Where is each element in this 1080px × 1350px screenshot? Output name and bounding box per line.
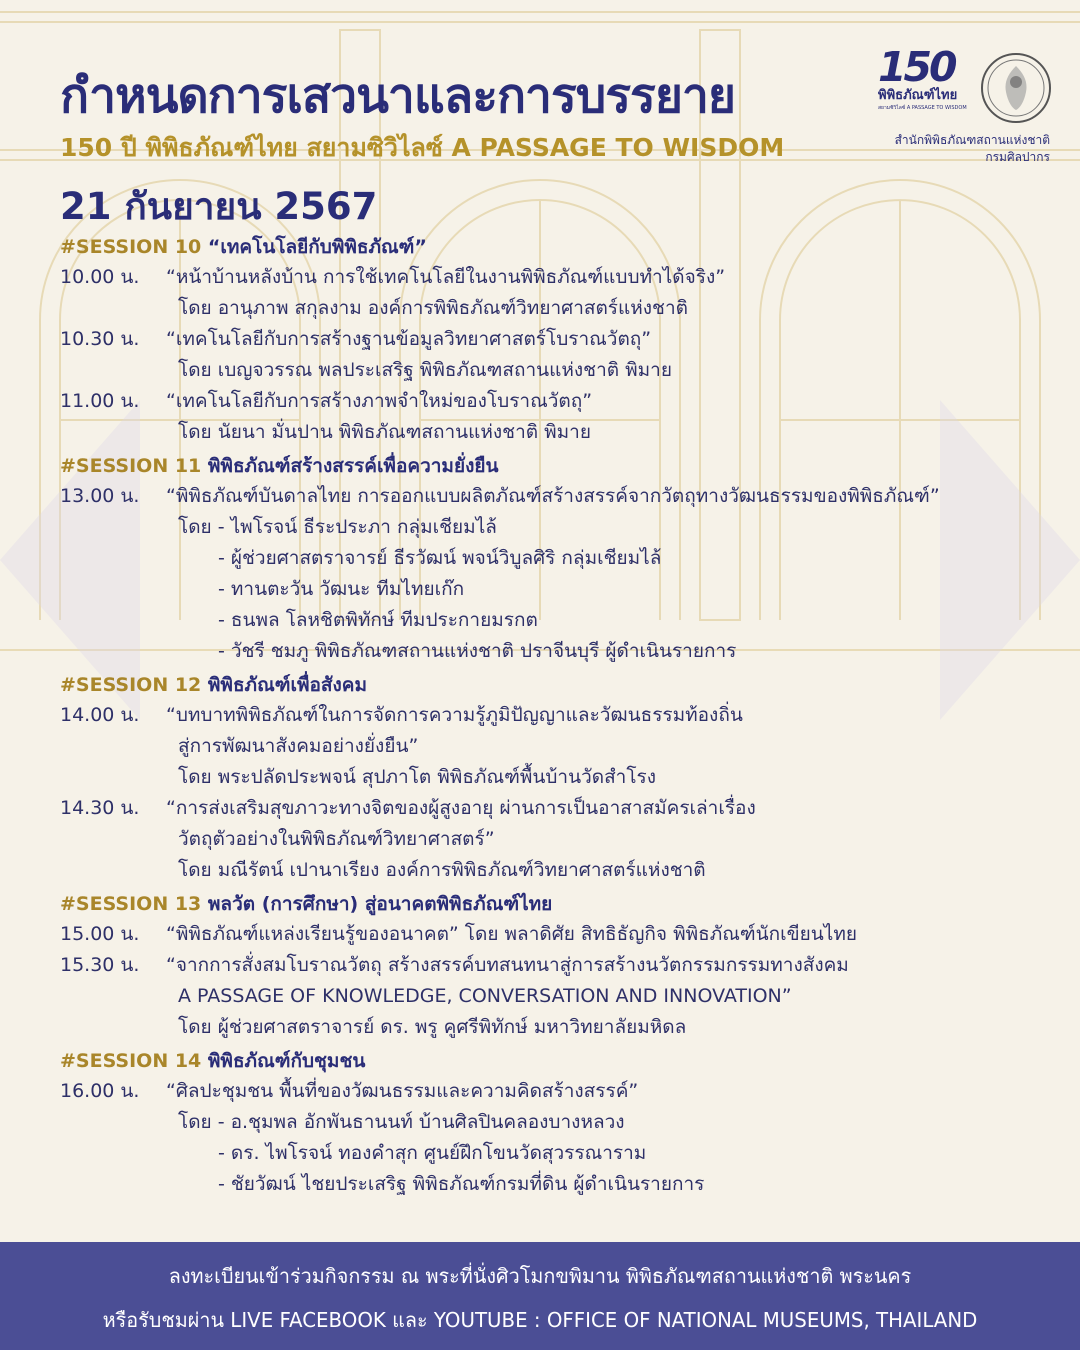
fine-arts-seal-icon [980, 52, 1052, 124]
org-line-1: สำนักพิพิธภัณฑสถานแห่งชาติ [894, 133, 1050, 147]
logo-150-years [878, 43, 976, 112]
talk-title: “พิพิธภัณฑ์บันดาลไทย การออกแบบผลิตภัณฑ์สร้างสรรค์จากวัตถุทางวัฒนธรรมของพิพิธภัณฑ์” [166, 485, 940, 507]
organization-name [880, 132, 1050, 166]
time-slot: 11.00 น. [60, 390, 140, 412]
schedule-row [60, 481, 1060, 512]
speaker-line: โดย มณีรัตน์ เปานาเรียง องค์การพิพิธภัณฑ์วิทยาศาสตร์แห่งชาติ [178, 859, 706, 881]
footer-live-text: หรือรับชมผ่าน LIVE FACEBOOK และ YOUTUBE : OFFICE OF NATIONAL MUSEUMS, THAILAND [102, 1308, 978, 1332]
schedule-row [60, 574, 1060, 605]
time-slot: 10.00 น. [60, 266, 140, 288]
schedule-row [60, 793, 1060, 824]
speaker-line: โดย นัยนา มั่นปาน พิพิธภัณฑสถานแห่งชาติ พิมาย [178, 421, 591, 443]
schedule-row [60, 1076, 1060, 1107]
schedule-row [60, 324, 1060, 355]
session-name: “เทคโนโลยีกับพิพิธภัณฑ์” [207, 236, 427, 258]
speaker-line: โดย - อ.ชุมพล อักพันธานนท์ บ้านศิลปินคลองบางหลวง [178, 1111, 625, 1133]
time-slot [60, 293, 166, 324]
time-slot [60, 762, 166, 793]
speaker-line: สู่การพัฒนาสังคมอย่างยั่งยืน” [178, 735, 419, 757]
footer-banner [0, 1242, 1080, 1350]
schedule-row [60, 605, 1060, 636]
speaker-line: โดย พระปลัดประพจน์ สุปภาโต พิพิธภัณฑ์พื้นบ้านวัดสำโรง [178, 766, 657, 788]
schedule-row [60, 824, 1060, 855]
session-name: พิพิธภัณฑ์เพื่อสังคม [207, 674, 368, 696]
schedule-row [60, 981, 1060, 1012]
time-slot [60, 981, 166, 1012]
speaker-line: - วัชรี ชมภู พิพิธภัณฑสถานแห่งชาติ ปราจีนบุรี ผู้ดำเนินรายการ [218, 640, 737, 662]
session-heading [60, 232, 1060, 262]
time-slot [60, 574, 166, 605]
time-slot: 10.30 น. [60, 328, 140, 350]
time-slot [60, 1012, 166, 1043]
schedule-row [60, 919, 1060, 950]
talk-title: “เทคโนโลยีกับการสร้างฐานข้อมูลวิทยาศาสตร์โบราณวัตถุ” [166, 328, 652, 350]
session-heading [60, 889, 1060, 919]
speaker-line: - ดร. ไพโรจน์ ทองคำสุก ศูนย์ฝึกโขนวัดสุวรรณาราม [218, 1142, 647, 1164]
session-heading [60, 451, 1060, 481]
time-slot [60, 355, 166, 386]
schedule-row [60, 1138, 1060, 1169]
session-tag: #SESSION 13 [60, 893, 202, 915]
schedule-row [60, 950, 1060, 981]
time-slot: 13.00 น. [60, 485, 140, 507]
schedule-row [60, 386, 1060, 417]
time-slot [60, 1138, 166, 1169]
logo-tagline: สยามซิวิไลซ์ A PASSAGE TO WISDOM [878, 105, 967, 111]
speaker-line: โดย เบญจวรรณ พลประเสริฐ พิพิธภัณฑสถานแห่งชาติ พิมาย [178, 359, 672, 381]
footer-registration-text: ลงทะเบียนเข้าร่วมกิจกรรม ณ พระที่นั่งศิวโมกขพิมาน พิพิธภัณฑสถานแห่งชาติ พระนคร [168, 1264, 912, 1288]
event-date: 21 กันยายน 2567 [60, 185, 378, 228]
time-slot [60, 543, 166, 574]
schedule-row [60, 543, 1060, 574]
talk-title: “เทคโนโลยีกับการสร้างภาพจำใหม่ของโบราณวัตถุ” [166, 390, 593, 412]
page-title: กำหนดการเสวนาและการบรรยาย [60, 68, 736, 124]
session-tag: #SESSION 11 [60, 455, 202, 477]
time-slot: 16.00 น. [60, 1080, 140, 1102]
talk-title: “หน้าบ้านหลังบ้าน การใช้เทคโนโลยีในงานพิพิธภัณฑ์แบบทำได้จริง” [166, 266, 726, 288]
schedule-row [60, 700, 1060, 731]
speaker-line: - ธนพล โลหชิตพิทักษ์ ทีมประกายมรกต [218, 609, 538, 631]
talk-title: “การส่งเสริมสุขภาวะทางจิตของผู้สูงอายุ ผ่านการเป็นอาสาสมัครเล่าเรื่อง [166, 797, 756, 819]
org-line-2: กรมศิลปากร [985, 150, 1050, 164]
schedule-row [60, 636, 1060, 667]
talk-title: “จากการสั่งสมโบราณวัตถุ สร้างสรรค์บทสนทนาสู่การสร้างนวัตกรรมกรรมทางสังคม [166, 954, 849, 976]
time-slot: 14.00 น. [60, 704, 140, 726]
schedule-row [60, 762, 1060, 793]
time-slot [60, 1169, 166, 1200]
session-tag: #SESSION 10 [60, 236, 202, 258]
speaker-line: - ชัยวัฒน์ ไชยประเสริฐ พิพิธภัณฑ์กรมที่ดิน ผู้ดำเนินรายการ [218, 1173, 705, 1195]
event-subtitle: 150 ปี พิพิธภัณฑ์ไทย สยามซิวิไลซ์ A PASSAGE TO WISDOM [60, 133, 785, 162]
schedule-row [60, 417, 1060, 448]
schedule-row [60, 731, 1060, 762]
time-slot: 15.00 น. [60, 923, 140, 945]
speaker-line: A PASSAGE OF KNOWLEDGE, CONVERSATION AND INNOVATION” [178, 985, 792, 1007]
speaker-line: - ทานตะวัน วัฒนะ ทีมไทยเก๊ก [218, 578, 465, 600]
schedule-row [60, 1107, 1060, 1138]
talk-title: “พิพิธภัณฑ์แหล่งเรียนรู้ของอนาคต” โดย พลาดิศัย สิทธิธัญกิจ พิพิธภัณฑ์นักเขียนไทย [166, 923, 857, 945]
speaker-line: วัตถุตัวอย่างในพิพิธภัณฑ์วิทยาศาสตร์” [178, 828, 495, 850]
time-slot: 15.30 น. [60, 954, 140, 976]
session-name: พิพิธภัณฑ์กับชุมชน [207, 1050, 366, 1072]
session-heading [60, 1046, 1060, 1076]
schedule-row [60, 355, 1060, 386]
talk-title: “บทบาทพิพิธภัณฑ์ในการจัดการความรู้ภูมิปัญญาและวัฒนธรรมท้องถิ่น [166, 704, 743, 726]
schedule-row [60, 512, 1060, 543]
schedule-list [60, 232, 1060, 1200]
time-slot [60, 1107, 166, 1138]
schedule-row [60, 1169, 1060, 1200]
time-slot [60, 824, 166, 855]
time-slot [60, 512, 166, 543]
session-name: พิพิธภัณฑ์สร้างสรรค์เพื่อความยั่งยืน [207, 455, 499, 477]
speaker-line: โดย อานุภาพ สกุลงาม องค์การพิพิธภัณฑ์วิทยาศาสตร์แห่งชาติ [178, 297, 688, 319]
session-tag: #SESSION 12 [60, 674, 202, 696]
logo-name: พิพิธภัณฑ์ไทย [878, 88, 958, 103]
time-slot [60, 855, 166, 886]
time-slot: 14.30 น. [60, 797, 140, 819]
talk-title: “ศิลปะชุมชน พื้นที่ของวัฒนธรรมและความคิดสร้างสรรค์” [166, 1080, 639, 1102]
time-slot [60, 417, 166, 448]
session-tag: #SESSION 14 [60, 1050, 202, 1072]
speaker-line: โดย - ไพโรจน์ ธีระประภา กลุ่มเชียมไล้ [178, 516, 497, 538]
schedule-row [60, 293, 1060, 324]
schedule-row [60, 1012, 1060, 1043]
time-slot [60, 636, 166, 667]
logo-number: 150 [878, 43, 955, 91]
time-slot [60, 731, 166, 762]
schedule-row [60, 855, 1060, 886]
schedule-row [60, 262, 1060, 293]
session-heading [60, 670, 1060, 700]
speaker-line: โดย ผู้ช่วยศาสตราจารย์ ดร. พรู คูศรีพิทักษ์ มหาวิทยาลัยมหิดล [178, 1016, 687, 1038]
time-slot [60, 605, 166, 636]
speaker-line: - ผู้ช่วยศาสตราจารย์ ธีรวัฒน์ พจน์วิบูลศิริ กลุ่มเชียมไล้ [218, 547, 662, 569]
session-name: พลวัต (การศึกษา) สู่อนาคตพิพิธภัณฑ์ไทย [207, 893, 553, 915]
